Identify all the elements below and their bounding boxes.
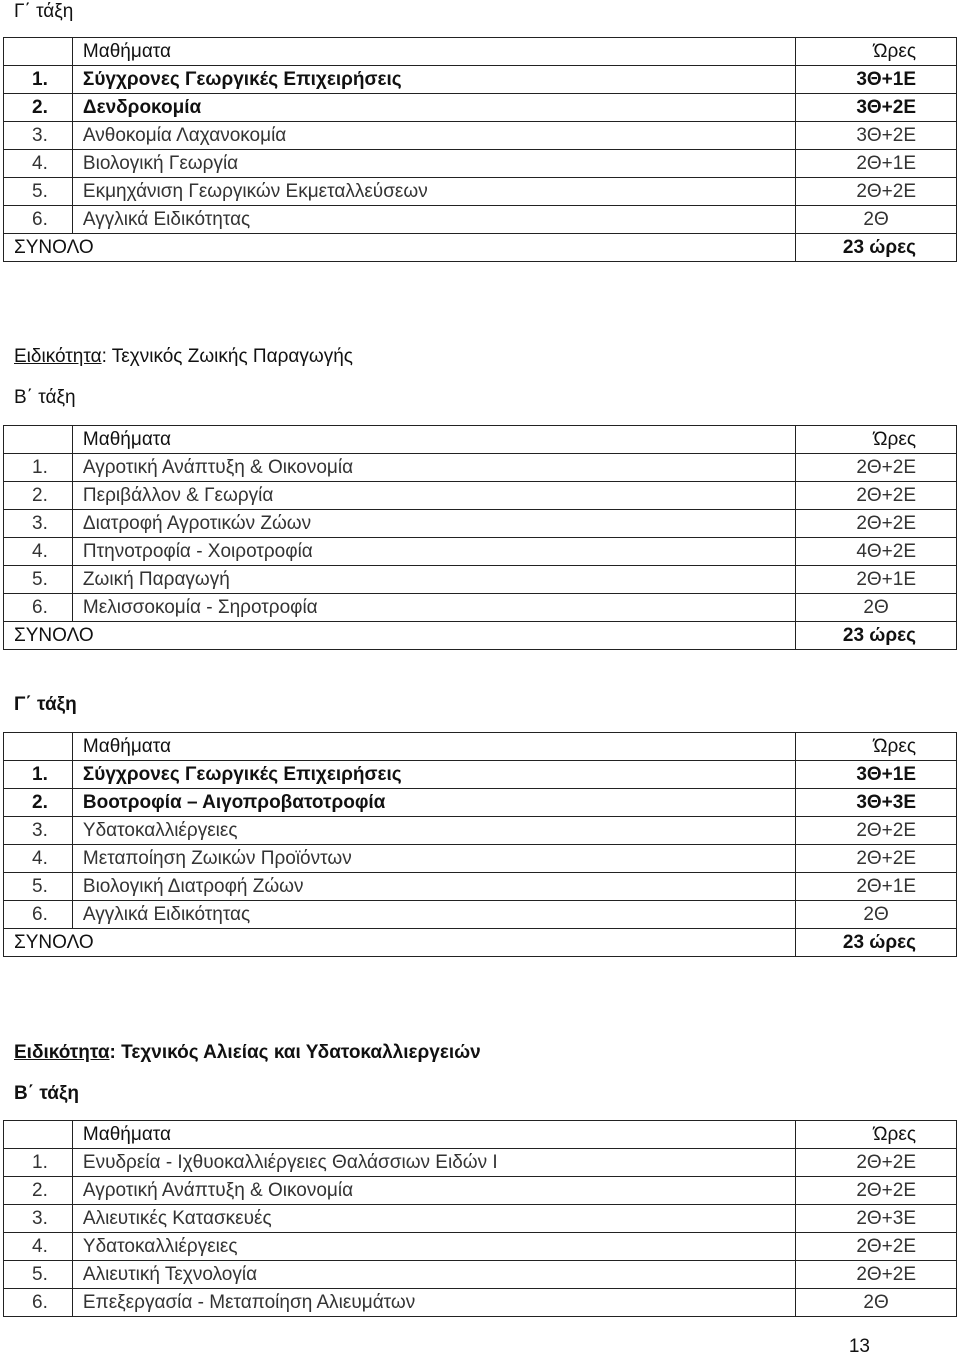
table-row: 3. Ανθοκομία Λαχανοκομία 3Θ+2Ε: [4, 122, 957, 150]
subjects-table: [3, 425, 957, 650]
table-row: 3. Διατροφή Αγροτικών Ζώων 2Θ+2Ε: [4, 510, 957, 538]
table-row: 6. Αγγλικά Ειδικότητας 2Θ: [4, 901, 957, 929]
table-header-row: [4, 426, 957, 454]
table-row: 2. Αγροτική Ανάπτυξη & Οικονομία 2Θ+2Ε: [4, 1177, 957, 1205]
subjects-table: [3, 732, 957, 957]
specialty-label: Ειδικότητα: [14, 1042, 110, 1063]
specialty-label: Ειδικότητα: [14, 346, 102, 367]
total-row: [4, 234, 957, 262]
subjects-header: Μαθήματα: [72, 1121, 795, 1149]
hours-header: Ώρες: [796, 1121, 957, 1149]
table-row: 1. Ενυδρεία - Ιχθυοκαλλιέργειες Θαλάσσιων Ειδών Ι 2Θ+2Ε: [4, 1149, 957, 1177]
table-row: 1. Σύγχρονες Γεωργικές Επιχειρήσεις 3Θ+1Ε: [4, 761, 957, 789]
table-row: 2. Περιβάλλον & Γεωργία 2Θ+2Ε: [4, 482, 957, 510]
class-heading: Β΄ τάξη: [14, 1083, 80, 1104]
subjects-header: Μαθήματα: [72, 426, 795, 454]
specialty-heading: [14, 345, 353, 369]
table-row: 6. Επεξεργασία - Μεταποίηση Αλιευμάτων 2Θ: [4, 1289, 957, 1317]
table-row: 4. Υδατοκαλλιέργειες 2Θ+2Ε: [4, 1233, 957, 1261]
table-row: 5. Βιολογική Διατροφή Ζώων 2Θ+1Ε: [4, 873, 957, 901]
specialty-name: : Τεχνικός Αλιείας και Υδατοκαλλιεργειών: [109, 1042, 481, 1063]
table-row: 2. Βοοτροφία – Αιγοπροβατοτροφία 3Θ+3Ε: [4, 789, 957, 817]
table-row: 5. Αλιευτική Τεχνολογία 2Θ+2Ε: [4, 1261, 957, 1289]
table-row: 5. Εκμηχάνιση Γεωργικών Εκμεταλλεύσεων 2Θ+2Ε: [4, 178, 957, 206]
specialty-name: : Τεχνικός Ζωικής Παραγωγής: [101, 346, 353, 367]
table-row: 4. Μεταποίηση Ζωικών Προϊόντων 2Θ+2Ε: [4, 845, 957, 873]
hours-header: Ώρες: [796, 38, 957, 66]
total-label: ΣΥΝΟΛΟ: [4, 622, 796, 650]
class-heading: Γ΄ τάξη: [14, 1, 74, 22]
hours-header: Ώρες: [796, 733, 957, 761]
table-row: 6. Αγγλικά Ειδικότητας 2Θ: [4, 206, 957, 234]
total-row: [4, 622, 957, 650]
table-row: 4. Βιολογική Γεωργία 2Θ+1Ε: [4, 150, 957, 178]
subjects-header: Μαθήματα: [72, 733, 795, 761]
table-row: 2. Δενδροκομία 3Θ+2Ε: [4, 94, 957, 122]
total-value: 23 ώρες: [796, 622, 957, 650]
hours-header: Ώρες: [796, 426, 957, 454]
table-row: 1. Αγροτική Ανάπτυξη & Οικονομία 2Θ+2Ε: [4, 454, 957, 482]
page-number: 13: [848, 1336, 870, 1357]
table-header-row: [4, 1121, 957, 1149]
total-value: 23 ώρες: [796, 234, 957, 262]
table-row: 5. Ζωική Παραγωγή 2Θ+1Ε: [4, 566, 957, 594]
total-label: ΣΥΝΟΛΟ: [4, 234, 796, 262]
table-header-row: [4, 733, 957, 761]
total-row: [4, 929, 957, 957]
table-row: 6. Μελισσοκομία - Σηροτροφία 2Θ: [4, 594, 957, 622]
total-value: 23 ώρες: [796, 929, 957, 957]
class-heading: Β΄ τάξη: [14, 387, 76, 408]
table-row: 1. Σύγχρονες Γεωργικές Επιχειρήσεις 3Θ+1Ε: [4, 66, 957, 94]
total-label: ΣΥΝΟΛΟ: [4, 929, 796, 957]
subjects-table: [3, 1120, 957, 1317]
subjects-header: Μαθήματα: [72, 38, 795, 66]
table-header-row: [4, 38, 957, 66]
subjects-table: [3, 37, 957, 262]
table-row: 3. Αλιευτικές Κατασκευές 2Θ+3Ε: [4, 1205, 957, 1233]
table-row: 4. Πτηνοτροφία - Χοιροτροφία 4Θ+2Ε: [4, 538, 957, 566]
table-row: 3. Υδατοκαλλιέργειες 2Θ+2Ε: [4, 817, 957, 845]
specialty-heading: [14, 1041, 481, 1065]
class-heading: Γ΄ τάξη: [14, 694, 77, 715]
